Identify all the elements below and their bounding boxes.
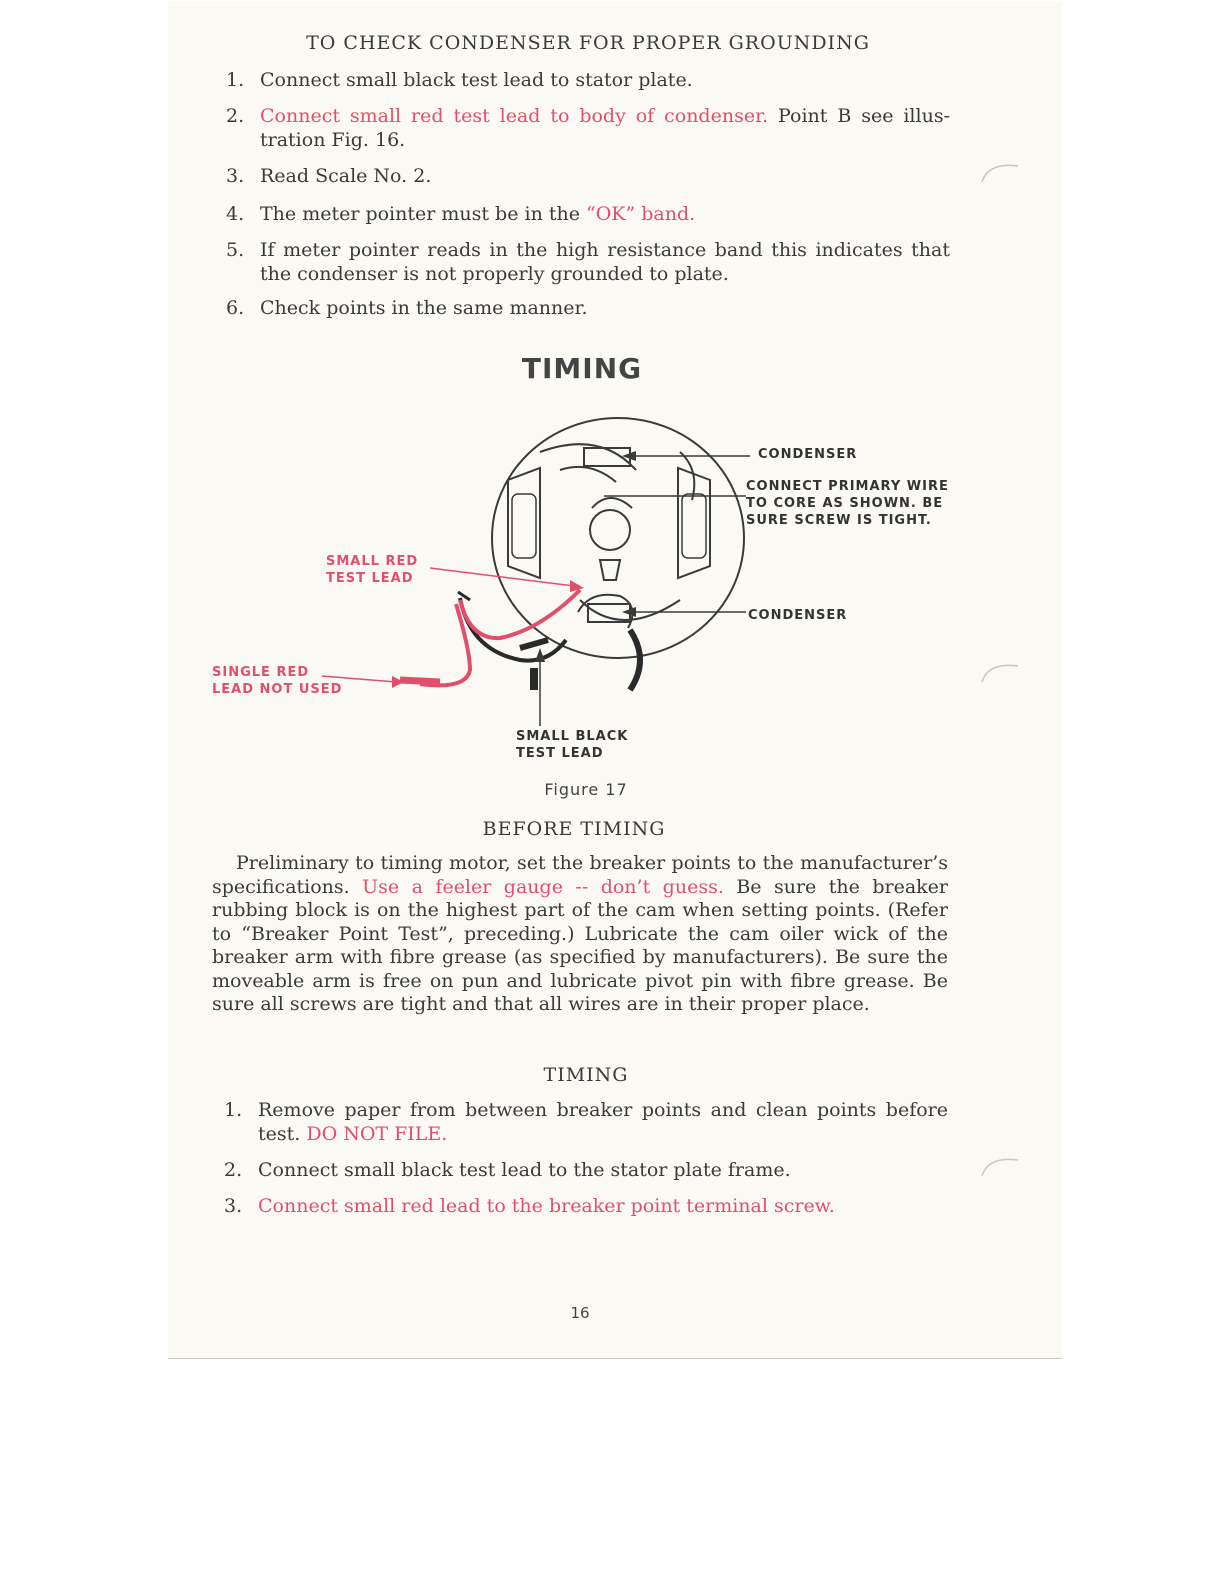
before-timing-paragraph: Preliminary to timing motor, set the breaker points to the manufacturer’s specifications. Use a feeler gauge -- don’t guess. Be sure the breaker rubbing block is on the highest part of the cam when setting points. (Refer to “Breaker Point Test”, preceding.) Lubricate the cam oiler wick of the breaker arm with fibre grease (as specified by manufacturers). Be sure the moveable arm is free on pun and lubricate pivot pin with fibre grease. Be sure all screws are tight and that all wires are in their proper place. [212,852,948,1015]
section-heading-before-timing: BEFORE TIMING [482,818,666,840]
highlight-text: “OK” band. [586,203,696,225]
figure-caption: Figure 17 [544,780,628,799]
section-heading-timing: TIMING [543,1064,629,1086]
page-title-timing: TIMING [521,352,643,385]
label-primary-wire-line-1: CONNECT PRIMARY WIRE [746,479,949,494]
section-heading-condenser-grounding: TO CHECK CONDENSER FOR PROPER GROUNDING [306,32,870,54]
label-primary-wire-line-3: SURE SCREW IS TIGHT. [746,513,932,528]
label-small-black-line-2: TEST LEAD [516,746,604,761]
left-coil-core [508,468,540,578]
page-number: 16 [570,1304,590,1322]
cam [590,510,630,550]
label-primary-wire-line-2: TO CORE AS SHOWN. BE [746,496,944,511]
binder-hole-3 [978,1154,1022,1204]
single-red-lead [420,604,470,685]
highlight-text: DO NOT FILE. [306,1123,448,1145]
highlight-text: Connect small red test lead to body of condenser. [260,105,769,127]
label-small-red-line-2: TEST LEAD [326,571,414,586]
label-single-red-line-2: LEAD NOT USED [212,682,343,697]
label-small-red-line-1: SMALL RED [326,554,419,569]
label-single-red-line-1: SINGLE RED [212,665,310,680]
label-small-black-line-1: SMALL BLACK [516,729,629,744]
label-condenser-top: CONDENSER [758,447,858,462]
highlight-text: Use a feeler gauge -- don’t guess. [362,875,724,898]
label-condenser-bottom: CONDENSER [748,608,848,623]
